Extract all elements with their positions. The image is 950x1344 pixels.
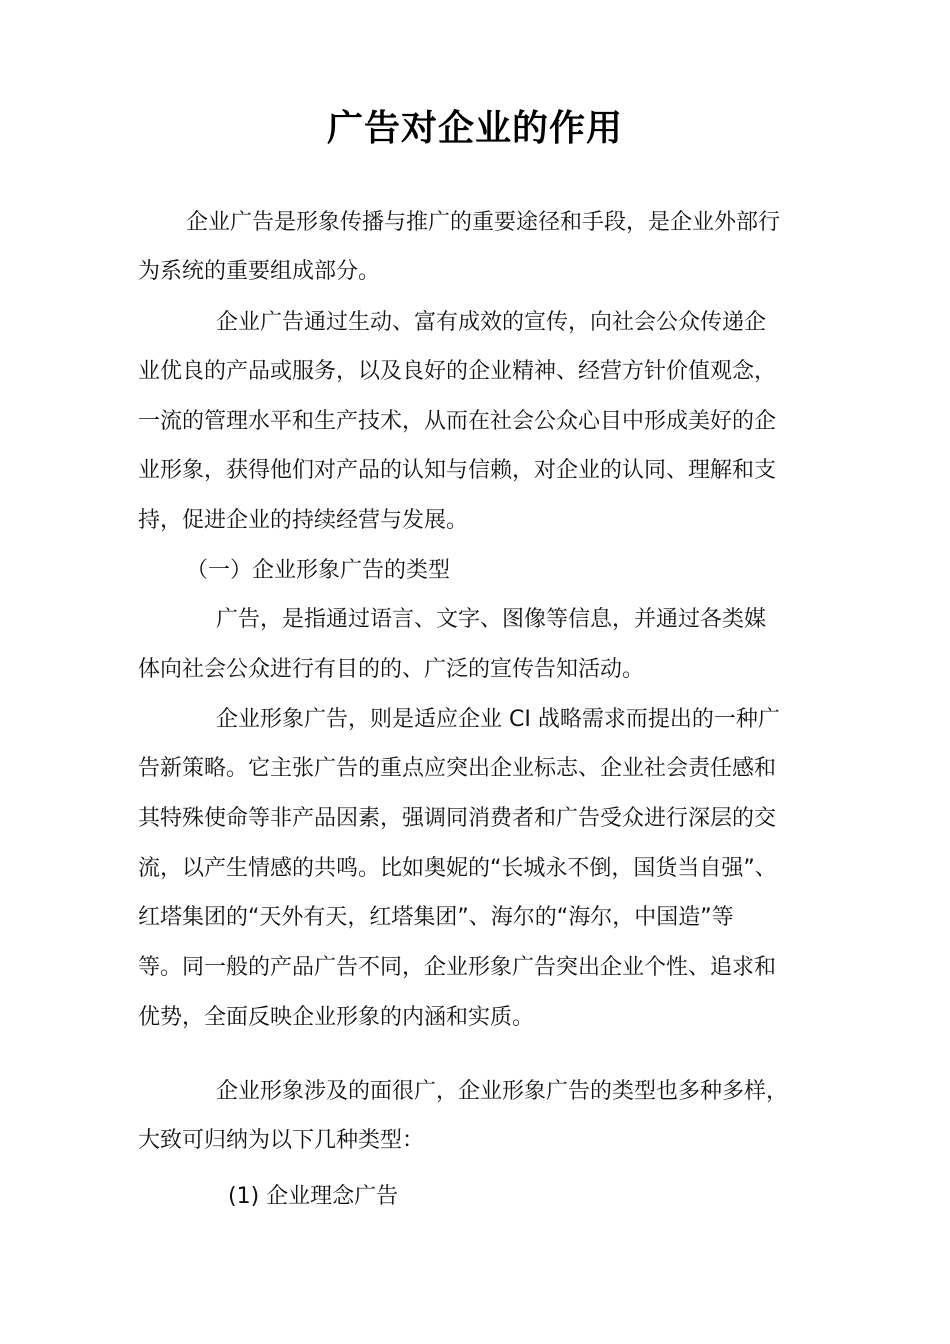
paragraph-2-line-3: 一流的管理水平和生产技术，从而在社会公众心目中形成美好的企 xyxy=(138,409,777,434)
paragraph-2-line-2: 业优良的产品或服务，以及良好的企业精神、经营方针价值观念， xyxy=(138,359,777,384)
paragraph-2-line-1: 企业广告通过生动、富有成效的宣传，向社会公众传递企 xyxy=(216,310,767,335)
paragraph-1-line-2: 为系统的重要组成部分。 xyxy=(138,259,381,284)
paragraph-1-line-1: 企业广告是形象传播与推广的重要途径和手段，是企业外部行 xyxy=(186,210,781,235)
paragraph-2-line-4: 业形象，获得他们对产品的认知与信赖，对企业的认同、理解和支 xyxy=(138,458,777,483)
paragraph-5-line-1: 企业形象涉及的面很广，企业形象广告的类型也多种多样， xyxy=(216,1079,789,1104)
paragraph-4-line-7: 优势，全面反映企业形象的内涵和实质。 xyxy=(138,1005,535,1030)
paragraph-4-line-6: 等。同一般的产品广告不同，企业形象广告突出企业个性、追求和 xyxy=(138,955,777,980)
paragraph-4-line-4: 流，以产生情感的共鸣。比如奥妮的“长城永不倒，国货当自强”、 xyxy=(138,856,777,881)
paragraph-4-line-1: 企业形象广告，则是适应企业 CI 战略需求而提出的一种广 xyxy=(216,707,780,732)
section-heading-1: （一）企业形象广告的类型 xyxy=(186,558,451,583)
paragraph-4-line-5: 红塔集团的“天外有天，红塔集团”、海尔的“海尔，中国造”等 xyxy=(138,905,734,930)
page-title: 广告对企业的作用 xyxy=(326,108,623,149)
list-item-1: (1) 企业理念广告 xyxy=(228,1184,399,1209)
paragraph-3-line-2: 体向社会公众进行有目的的、广泛的宣传告知活动。 xyxy=(138,657,645,682)
paragraph-2-line-5: 持，促进企业的持续经营与发展。 xyxy=(138,508,469,533)
paragraph-5-line-2: 大致可归纳为以下几种类型： xyxy=(138,1128,425,1153)
paragraph-3-line-1: 广告，是指通过语言、文字、图像等信息，并通过各类媒 xyxy=(216,607,767,632)
paragraph-4-line-2: 告新策略。它主张广告的重点应突出企业标志、企业社会责任感和 xyxy=(138,756,777,781)
paragraph-4-line-3: 其特殊使命等非产品因素，强调同消费者和广告受众进行深层的交 xyxy=(138,806,777,831)
